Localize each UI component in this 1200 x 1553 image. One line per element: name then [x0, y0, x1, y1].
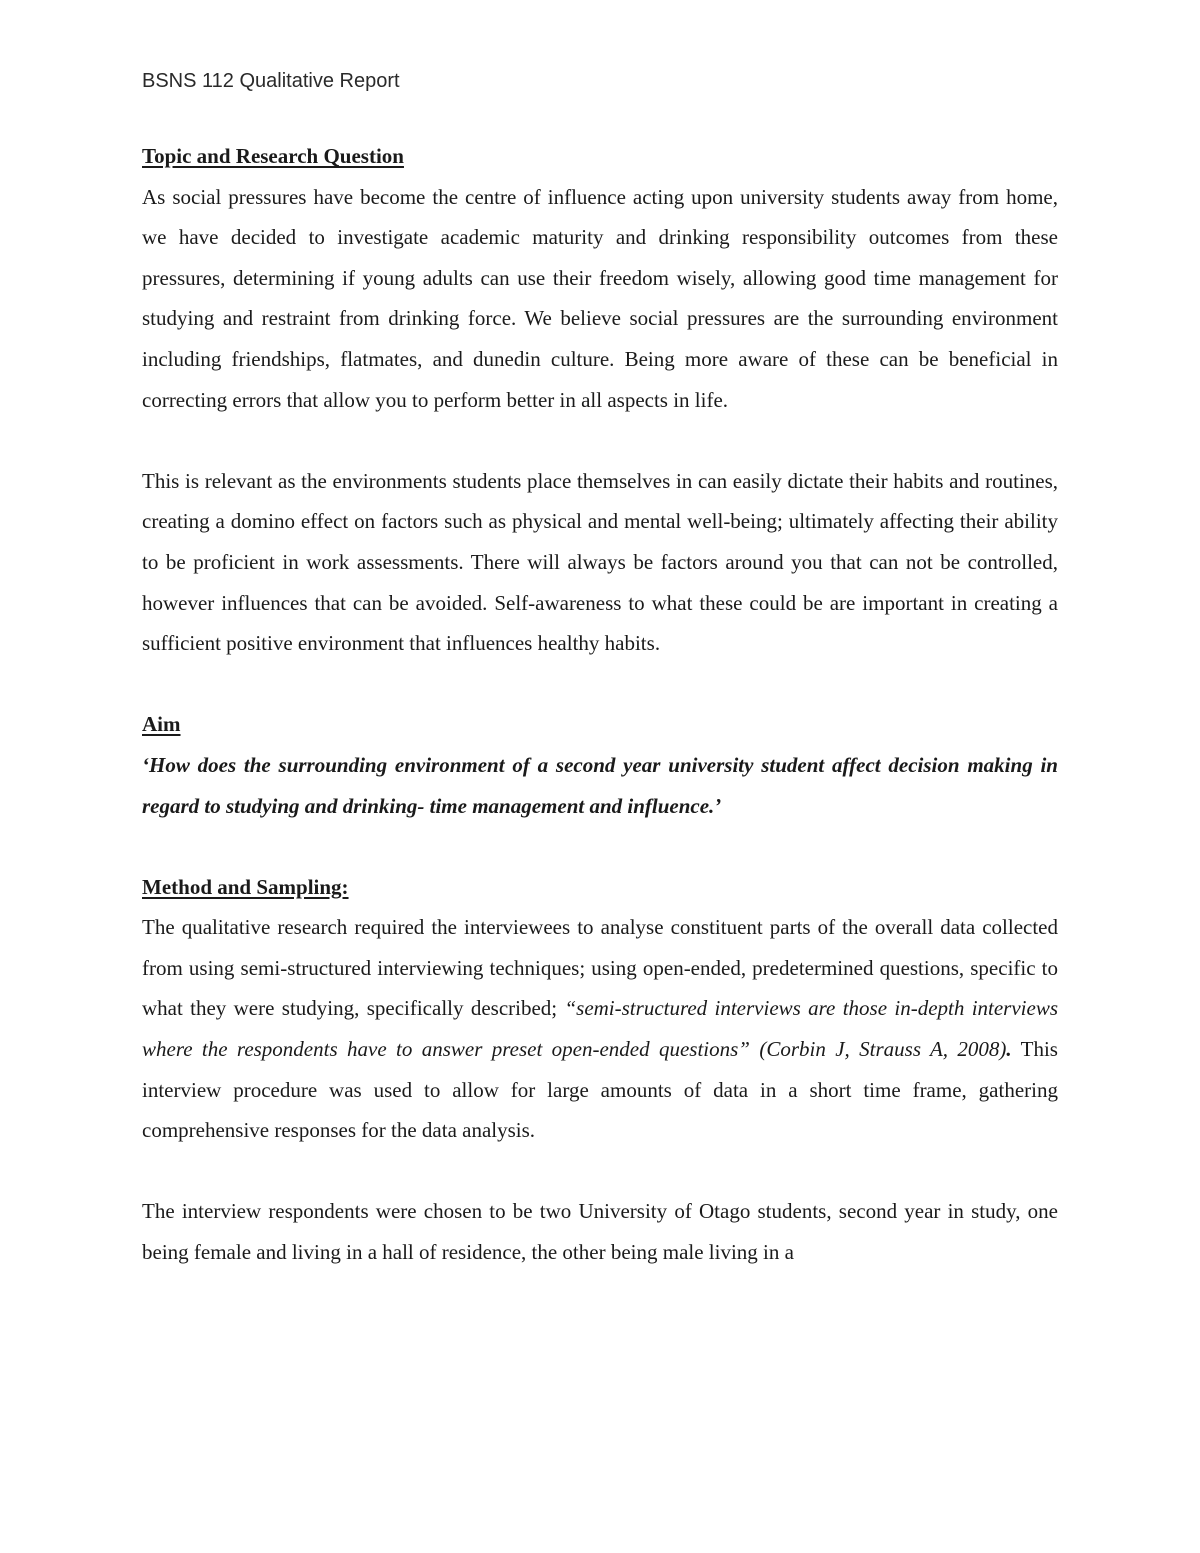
- method-citation-end: .: [1006, 1037, 1012, 1062]
- document-body: [142, 136, 1058, 1273]
- paragraph-spacer: [142, 420, 1058, 461]
- method-citation-quote: “semi-structured interviews are those in-depth interviews where the respondents have to answer preset open-ended questions” (Corbin J, Strauss A, 2008): [142, 996, 1059, 1062]
- method-rest-text: This interview procedure was used to allow for large amounts of data in a short time frame, gathering comprehensive responses for the data analysis.: [142, 1037, 1058, 1143]
- method-paragraph-2: The interview respondents were chosen to be two University of Otago students, second year in study, one being female and living in a hall of residence, the other being male living in a: [142, 1199, 1058, 1265]
- method-heading: Method and Sampling:: [142, 874, 349, 899]
- document-header: BSNS 112 Qualitative Report: [142, 70, 400, 92]
- topic-paragraph-2: This is relevant as the environments students place themselves in can easily dictate their habits and routines, creating a domino effect on factors such as physical and mental well-being; ultimately affecting their ability to be proficient in work assessments. There will always be factors around you that can not be controlled, however influences that can be avoided. Self-awareness to what these could be are important in creating a sufficient positive environment that influences healthy habits.: [142, 468, 1058, 656]
- method-paragraph-1: [142, 907, 1058, 1151]
- method-intro-text: The qualitative research required the interviewees to analyse constituent parts of the overall data collected from using semi-structured interviewing techniques; using open-ended, predetermined questions, specific to what they were studying, specifically described;: [142, 915, 1058, 1021]
- paragraph-spacer: [142, 664, 1058, 705]
- aim-heading: Aim: [142, 712, 181, 737]
- topic-heading: Topic and Research Question: [142, 144, 404, 168]
- topic-paragraph-1: As social pressures have become the centre of influence acting upon university students away from home, we have decided to investigate academic maturity and drinking responsibility outcomes from these pressures, determining if young adults can use their freedom wisely, allowing good time management for studying and restraint from drinking force. We believe social pressures are the surrounding environment including friendships, flatmates, and dunedin culture. Being more aware of these can be beneficial in correcting errors that allow you to perform better in all aspects in life.: [142, 184, 1058, 412]
- paragraph-spacer: [142, 826, 1058, 867]
- paragraph-spacer: [142, 1151, 1058, 1192]
- aim-question: ‘How does the surrounding environment of a second year university student affect decision making in regard to studying and drinking- time management and influence.’: [142, 752, 1058, 818]
